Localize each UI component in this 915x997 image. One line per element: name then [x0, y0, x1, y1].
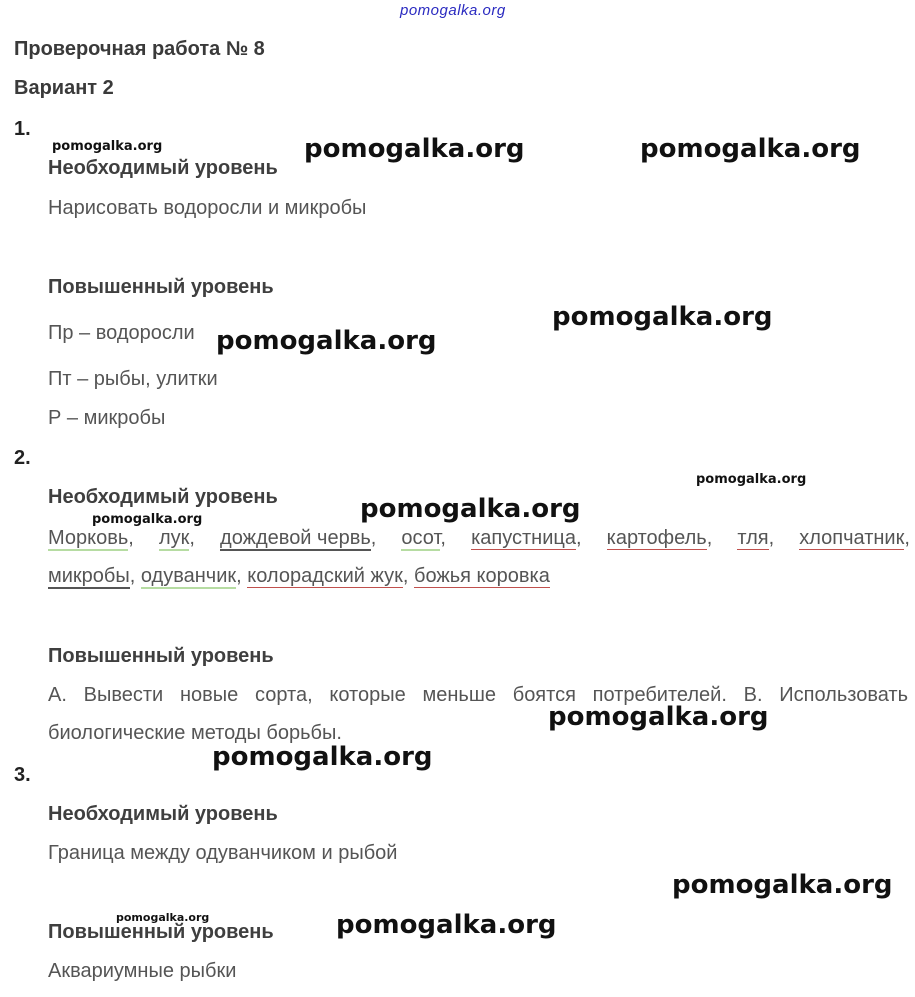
q2-advanced-label: Повышенный уровень	[48, 645, 274, 667]
watermark: pomogalka.org	[640, 134, 861, 164]
watermark: pomogalka.org	[548, 702, 769, 732]
watermark: pomogalka.org	[212, 742, 433, 772]
watermark: pomogalka.org	[672, 870, 893, 900]
q2-advanced-text: А. Вывести новые сорта, которые меньше боятся потребителей. В. Использовать биологические методы борьбы.	[48, 684, 908, 744]
q1-advanced-line: Пт – рыбы, улитки	[48, 368, 218, 390]
top-watermark: pomogalka.org	[400, 2, 506, 19]
page-title: Проверочная работа № 8	[14, 38, 265, 60]
word-item: колорадский жук	[247, 565, 403, 587]
q1-basic-text: Нарисовать водоросли и микробы	[48, 197, 367, 219]
q3-advanced-text: Аквариумные рыбки	[48, 960, 237, 982]
word-item: божья коровка	[414, 565, 550, 587]
word-item: хлопчатник	[799, 527, 905, 549]
q1-advanced-line: Пр – водоросли	[48, 322, 195, 344]
watermark: pomogalka.org	[552, 302, 773, 332]
variant-title: Вариант 2	[14, 77, 114, 99]
word-item: осот	[401, 527, 441, 549]
word-item: дождевой червь	[220, 527, 371, 549]
word-item: лук	[158, 527, 190, 549]
q2-word-line-1: Морковь, лук, дождевой червь, осот, капустница, картофель, тля, хлопчатник,	[48, 527, 910, 549]
watermark: pomogalka.org	[360, 494, 581, 524]
q2-basic-label: Необходимый уровень	[48, 486, 278, 508]
watermark-small: pomogalka.org	[696, 472, 807, 487]
watermark-small: pomogalka.org	[92, 512, 203, 527]
q1-basic-label: Необходимый уровень	[48, 157, 278, 179]
q3-basic-label: Необходимый уровень	[48, 803, 278, 825]
watermark-small: pomogalka.org	[52, 139, 163, 154]
watermark-small: pomogalka.org	[116, 911, 210, 924]
word-item: микробы	[48, 565, 130, 587]
word-item: одуванчик	[140, 565, 237, 587]
watermark: pomogalka.org	[336, 910, 557, 940]
q3-advanced-label: Повышенный уровень	[48, 921, 274, 943]
q1-advanced-line: Р – микробы	[48, 407, 166, 429]
word-item: картофель	[606, 527, 707, 549]
watermark: pomogalka.org	[304, 134, 525, 164]
word-item: капустница	[471, 527, 576, 549]
word-item: Морковь	[48, 527, 129, 549]
q3-basic-text: Граница между одуванчиком и рыбой	[48, 842, 398, 864]
question-2-number: 2.	[14, 447, 31, 469]
question-1-number: 1.	[14, 118, 31, 140]
q2-word-line-2: микробы, одуванчик, колорадский жук, божья коровка	[48, 565, 550, 587]
watermark: pomogalka.org	[216, 326, 437, 356]
word-item: тля	[737, 527, 769, 549]
question-3-number: 3.	[14, 764, 31, 786]
q1-advanced-label: Повышенный уровень	[48, 276, 274, 298]
